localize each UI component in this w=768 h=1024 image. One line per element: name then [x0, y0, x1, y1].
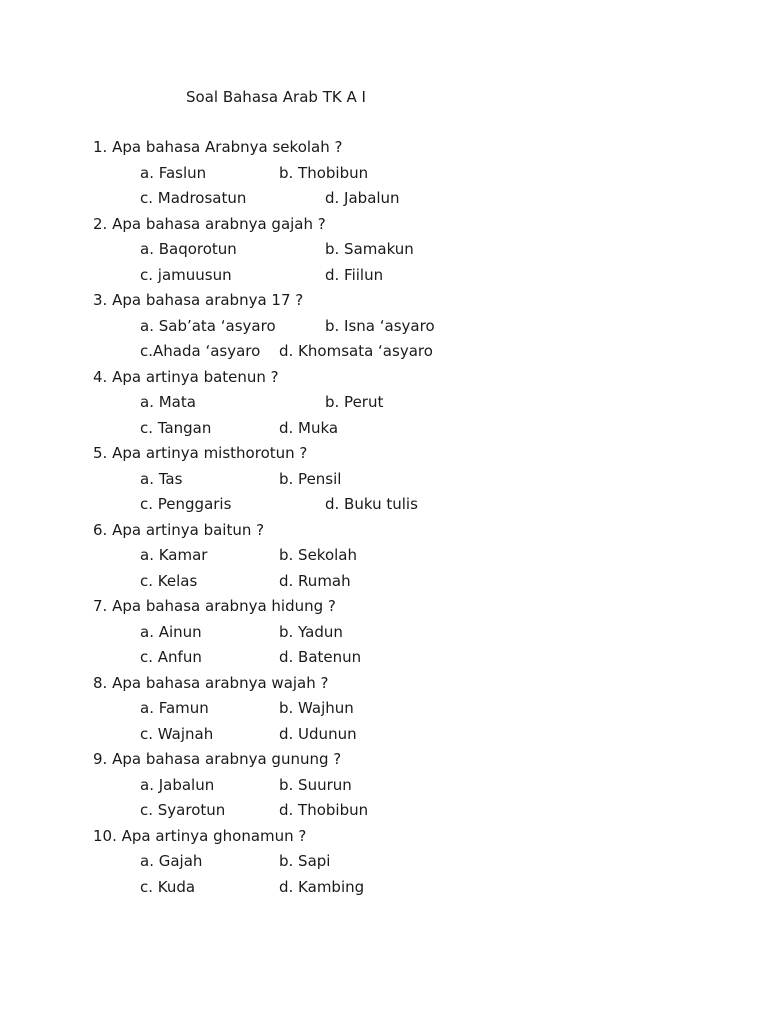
answer-option: c. Tangan — [140, 418, 212, 437]
answer-option: c. Madrosatun — [140, 189, 247, 207]
answer-option: b. Pensil — [279, 469, 342, 488]
question-list — [93, 137, 435, 902]
option-row — [93, 392, 384, 418]
answer-option: d. Rumah — [279, 571, 351, 590]
answer-option: a. Sab’ata ‘asyaro — [140, 316, 276, 335]
question-item — [93, 520, 358, 597]
option-row — [93, 188, 400, 214]
option-row — [93, 877, 365, 903]
answer-option: d. Khomsata ‘asyaro — [279, 342, 433, 360]
question-text: 10. Apa artinya ghonamun ? — [93, 826, 307, 845]
option-row — [93, 571, 351, 597]
answer-option: c. Kuda — [140, 877, 196, 896]
answer-option: d. Batenun — [279, 648, 362, 666]
option-row — [93, 647, 362, 673]
option-row — [93, 622, 342, 648]
answer-option: c. Penggaris — [140, 495, 232, 513]
option-row — [93, 851, 342, 877]
question-item — [93, 367, 384, 444]
answer-option: d. Thobibun — [279, 801, 369, 819]
question-text: 9. Apa bahasa arabnya gunung ? — [93, 750, 342, 768]
question-text: 4. Apa artinya batenun ? — [93, 367, 279, 386]
question-text: 8. Apa bahasa arabnya wajah ? — [93, 673, 329, 692]
option-row — [93, 469, 342, 495]
answer-option: d. Jabalun — [325, 189, 400, 207]
option-row — [93, 418, 342, 444]
question-item — [93, 749, 369, 826]
answer-option: b. Yadun — [279, 622, 343, 641]
answer-option: d. Kambing — [279, 877, 365, 896]
answer-option: b. Wajhun — [279, 699, 354, 717]
answer-option: a. Jabalun — [140, 775, 215, 794]
document-title: Soal Bahasa Arab TK A I — [186, 88, 366, 106]
answer-option: c.Ahada ‘asyaro — [140, 342, 261, 360]
question-text: 5. Apa artinya misthorotun ? — [93, 444, 308, 462]
option-row — [93, 316, 435, 342]
answer-option: d. Udunun — [279, 724, 357, 743]
answer-option: a. Famun — [140, 699, 209, 717]
answer-option: c. Anfun — [140, 648, 202, 666]
answer-option: c. Kelas — [140, 571, 198, 590]
answer-option: a. Gajah — [140, 852, 203, 870]
option-row — [93, 163, 369, 189]
answer-option: c. jamuusun — [140, 265, 232, 284]
answer-option: a. Ainun — [140, 622, 202, 641]
question-text: 2. Apa bahasa arabnya gajah ? — [93, 214, 326, 233]
option-row — [93, 494, 418, 520]
option-row — [93, 775, 352, 801]
answer-option: a. Mata — [140, 393, 196, 411]
question-item — [93, 826, 365, 903]
question-item — [93, 290, 435, 367]
option-row — [93, 239, 414, 265]
question-text: 7. Apa bahasa arabnya hidung ? — [93, 597, 336, 615]
question-item — [93, 137, 400, 214]
question-item — [93, 673, 357, 750]
answer-option: a. Faslun — [140, 163, 207, 182]
question-item — [93, 443, 418, 520]
answer-option: c. Syarotun — [140, 801, 226, 819]
question-item — [93, 596, 362, 673]
answer-option: b. Perut — [325, 393, 384, 411]
answer-option: a. Baqorotun — [140, 240, 237, 258]
answer-option: a. Kamar — [140, 546, 208, 564]
question-text: 6. Apa artinya baitun ? — [93, 520, 265, 539]
option-row — [93, 724, 357, 750]
option-row — [93, 265, 384, 291]
question-text: 3. Apa bahasa arabnya 17 ? — [93, 291, 304, 309]
answer-option: b. Isna ‘asyaro — [325, 316, 435, 335]
answer-option: b. Thobibun — [279, 163, 369, 182]
answer-option: a. Tas — [140, 469, 183, 488]
answer-option: d. Fiilun — [325, 265, 384, 284]
answer-option: c. Wajnah — [140, 724, 214, 743]
answer-option: b. Sapi — [279, 852, 331, 870]
answer-option: b. Sekolah — [279, 546, 358, 564]
question-text: 1. Apa bahasa Arabnya sekolah ? — [93, 138, 343, 156]
question-item — [93, 214, 414, 291]
option-row — [93, 800, 369, 826]
answer-option: b. Suurun — [279, 775, 352, 794]
option-row — [93, 698, 354, 724]
answer-option: d. Muka — [279, 418, 339, 437]
option-row — [93, 545, 358, 571]
answer-option: d. Buku tulis — [325, 495, 418, 513]
answer-option: b. Samakun — [325, 240, 414, 258]
option-row — [93, 341, 433, 367]
